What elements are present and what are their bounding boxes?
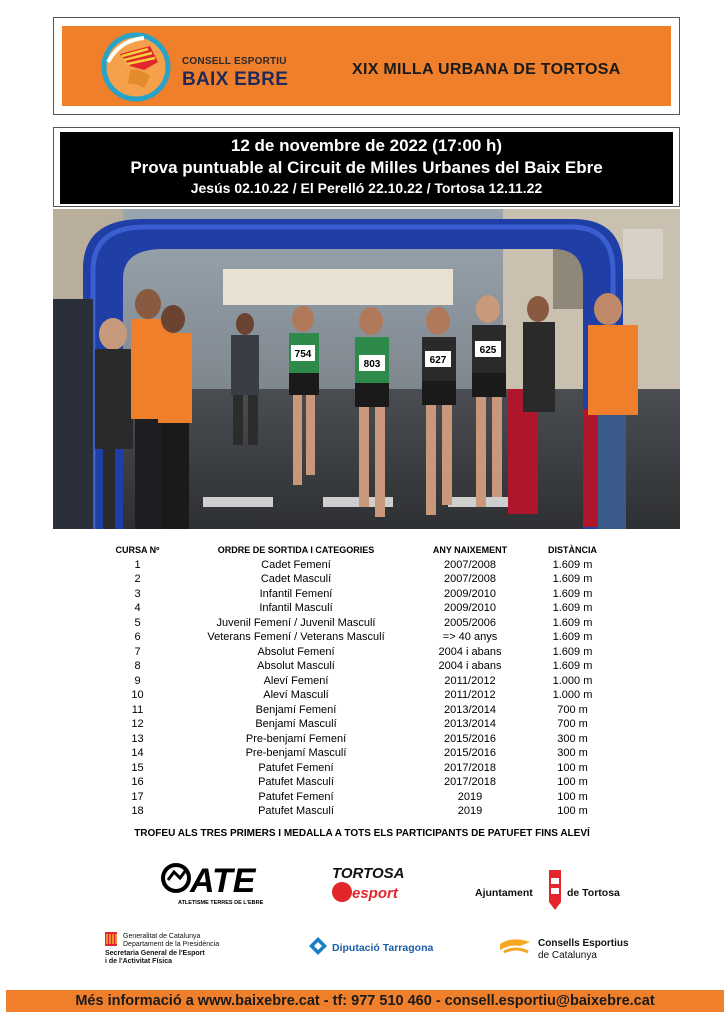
cell-distance: 300 m <box>557 732 588 745</box>
table-row <box>90 616 650 631</box>
cell-distance: 1.609 m <box>552 645 593 658</box>
info-frame <box>53 127 680 207</box>
ajuntament-text: Ajuntament <box>475 887 533 899</box>
cell-distance: 1.609 m <box>552 587 593 600</box>
consells-esportius-logo-mark <box>500 934 640 964</box>
consells-line2: de Catalunya <box>538 950 597 961</box>
table-row <box>90 717 650 732</box>
cell-category: Absolut Femení <box>257 645 335 658</box>
cell-race-number: 10 <box>131 689 144 701</box>
table-row <box>90 775 650 790</box>
runner-bib-1: 754 <box>294 349 312 360</box>
header-frame <box>53 17 680 115</box>
table-body <box>90 558 650 819</box>
cell-category: Patufet Masculí <box>258 805 334 817</box>
cell-distance: 1.609 m <box>552 602 593 614</box>
cell-category: Pre-benjamí Masculí <box>245 747 347 759</box>
diputacio-tarragona-logo <box>308 934 438 964</box>
cell-distance: 1.000 m <box>552 674 593 687</box>
cell-distance: 100 m <box>557 790 588 803</box>
cell-distance: 1.000 m <box>552 689 593 701</box>
runner-bib-3: 627 <box>429 355 447 366</box>
event-date: 12 de novembre de 2022 (17:00 h) <box>230 136 503 155</box>
table-row <box>90 703 650 718</box>
cell-category: Patufet Femení <box>258 790 334 803</box>
table-row <box>90 804 650 819</box>
cell-distance: 300 m <box>557 747 588 759</box>
cell-birth-year: 2009/2010 <box>444 587 496 600</box>
cell-category: Veterans Femení / Veterans Masculí <box>207 631 385 643</box>
race-photo <box>53 209 680 529</box>
cell-race-number: 17 <box>131 790 144 803</box>
cell-race-number: 9 <box>134 674 141 687</box>
cell-distance: 700 m <box>557 703 588 716</box>
cell-category: Benjamí Masculí <box>255 718 337 730</box>
generalitat-logo-mark <box>105 930 255 970</box>
cell-distance: 1.609 m <box>552 660 593 672</box>
cell-race-number: 13 <box>131 732 144 745</box>
table-row <box>90 746 650 761</box>
cell-birth-year: 2004 i abans <box>438 645 502 658</box>
table-row <box>90 674 650 689</box>
cell-category: Aleví Masculí <box>263 689 329 701</box>
cell-category: Juvenil Femení / Juvenil Masculí <box>216 616 376 629</box>
cell-race-number: 2 <box>134 573 141 585</box>
gencat-line3: Secretaria General de l'Esport <box>105 950 205 957</box>
cell-birth-year: 2015/2016 <box>444 747 496 759</box>
table-row <box>90 688 650 703</box>
runner-bib-4: 625 <box>479 345 497 356</box>
table-header-row <box>90 543 650 558</box>
ate-logo-mark <box>160 860 270 910</box>
table-row <box>90 572 650 587</box>
cell-birth-year: 2004 i abans <box>438 660 502 672</box>
diputacio-text: Diputació Tarragona <box>332 942 434 954</box>
cell-race-number: 11 <box>131 703 144 716</box>
cell-race-number: 15 <box>131 761 144 774</box>
logo-line1: CONSELL ESPORTIU <box>182 56 287 67</box>
runner-bib-2: 803 <box>363 359 381 370</box>
table-row <box>90 761 650 776</box>
cell-birth-year: 2015/2016 <box>444 732 496 745</box>
ate-logo <box>160 860 270 910</box>
col-header-race-number: CURSA Nº <box>115 545 160 555</box>
consells-line1: Consells Esportius <box>538 938 629 949</box>
footer-contact-bar: Més informació a www.baixebre.cat - tf: 977 510 460 - consell.esportiu@baixebre.cat <box>6 990 724 1012</box>
cell-race-number: 12 <box>131 718 144 730</box>
col-header-birth-year: ANY NAIXEMENT <box>432 545 508 555</box>
gencat-line2: Departament de la Presidència <box>123 941 220 948</box>
cell-category: Patufet Femení <box>258 761 334 774</box>
esport-logo-text: esport <box>352 885 398 902</box>
cell-category: Absolut Masculí <box>257 660 335 672</box>
cell-birth-year: 2005/2006 <box>444 616 496 629</box>
cell-race-number: 14 <box>131 747 144 759</box>
gencat-line4: i de l'Activitat Física <box>105 958 173 965</box>
table-row <box>90 645 650 660</box>
header-banner <box>62 26 671 106</box>
consells-esportius-logo <box>500 934 640 964</box>
ajuntament-tortosa-logo-mark <box>475 864 645 914</box>
de-tortosa-text: de Tortosa <box>567 887 620 899</box>
cell-category: Pre-benjamí Femení <box>245 732 347 745</box>
cell-birth-year: 2007/2008 <box>444 558 496 571</box>
cell-distance: 1.609 m <box>552 573 593 585</box>
ate-logo-text: ATE <box>190 862 256 900</box>
page-title: XIX MILLA URBANA DE TORTOSA <box>352 61 621 78</box>
cell-race-number: 16 <box>131 776 144 788</box>
trophy-note: TROFEU ALS TRES PRIMERS I MEDALLA A TOTS ELS PARTICIPANTS DE PATUFET FINS ALEVÍ <box>134 828 590 839</box>
cell-birth-year: 2013/2014 <box>444 703 496 716</box>
cell-category: Cadet Femení <box>261 558 331 571</box>
consell-esportiu-logo <box>100 32 176 102</box>
logo-line2: BAIX EBRE <box>182 69 289 90</box>
generalitat-logo <box>105 930 255 970</box>
cell-birth-year: 2013/2014 <box>444 718 496 730</box>
race-schedule-table <box>90 543 650 819</box>
diputacio-tarragona-logo-mark <box>308 934 438 964</box>
cell-race-number: 18 <box>131 805 144 817</box>
cell-birth-year: 2011/2012 <box>444 674 496 687</box>
cell-distance: 100 m <box>557 761 588 774</box>
cell-category: Benjamí Femení <box>255 703 337 716</box>
tortosa-logo-text: TORTOSA <box>332 865 405 882</box>
cell-birth-year: 2017/2018 <box>444 776 496 788</box>
ate-logo-subtitle: ATLETISME TERRES DE L'EBRE <box>178 900 264 906</box>
cell-birth-year: 2009/2010 <box>444 602 496 614</box>
cell-category: Infantil Masculí <box>259 602 333 614</box>
cell-distance: 700 m <box>557 718 588 730</box>
ajuntament-tortosa-logo <box>475 864 645 914</box>
cell-distance: 1.609 m <box>552 631 593 643</box>
cell-category: Patufet Masculí <box>258 776 334 788</box>
cell-race-number: 6 <box>134 631 141 643</box>
cell-race-number: 7 <box>134 645 141 658</box>
cell-category: Aleví Femení <box>263 674 329 687</box>
cell-race-number: 4 <box>134 602 141 614</box>
col-header-category: ORDRE DE SORTIDA I CATEGORIES <box>217 545 375 555</box>
cell-race-number: 8 <box>134 660 141 672</box>
table-row <box>90 558 650 573</box>
col-header-distance: DISTÀNCIA <box>548 545 597 555</box>
cell-distance: 100 m <box>557 776 588 788</box>
race-photo-illustration <box>53 209 680 529</box>
cell-birth-year: => 40 anys <box>442 631 498 643</box>
cell-distance: 1.609 m <box>552 558 593 571</box>
table-row <box>90 732 650 747</box>
cell-category: Cadet Masculí <box>260 573 332 585</box>
cell-distance: 100 m <box>557 805 588 817</box>
tortosa-esport-logo <box>330 862 412 908</box>
table-row <box>90 601 650 616</box>
cell-race-number: 5 <box>134 616 141 629</box>
table-row <box>90 790 650 805</box>
info-box <box>60 132 673 204</box>
gencat-line1: Generalitat de Catalunya <box>123 933 201 940</box>
event-circuit: Prova puntuable al Circuit de Milles Urbanes del Baix Ebre <box>130 158 603 177</box>
cell-birth-year: 2017/2018 <box>444 761 496 774</box>
cell-birth-year: 2019 <box>457 805 483 817</box>
table-row <box>90 630 650 645</box>
table-row <box>90 659 650 674</box>
event-dates-list: Jesús 02.10.22 / El Perelló 22.10.22 / Tortosa 12.11.22 <box>190 180 543 196</box>
cell-birth-year: 2019 <box>457 790 483 803</box>
table-row <box>90 587 650 602</box>
cell-birth-year: 2011/2012 <box>444 689 496 701</box>
cell-birth-year: 2007/2008 <box>444 573 496 585</box>
cell-distance: 1.609 m <box>552 616 593 629</box>
cell-race-number: 3 <box>134 587 141 600</box>
tortosa-esport-logo-mark <box>330 862 412 908</box>
cell-race-number: 1 <box>134 558 141 571</box>
cell-category: Infantil Femení <box>259 587 333 600</box>
